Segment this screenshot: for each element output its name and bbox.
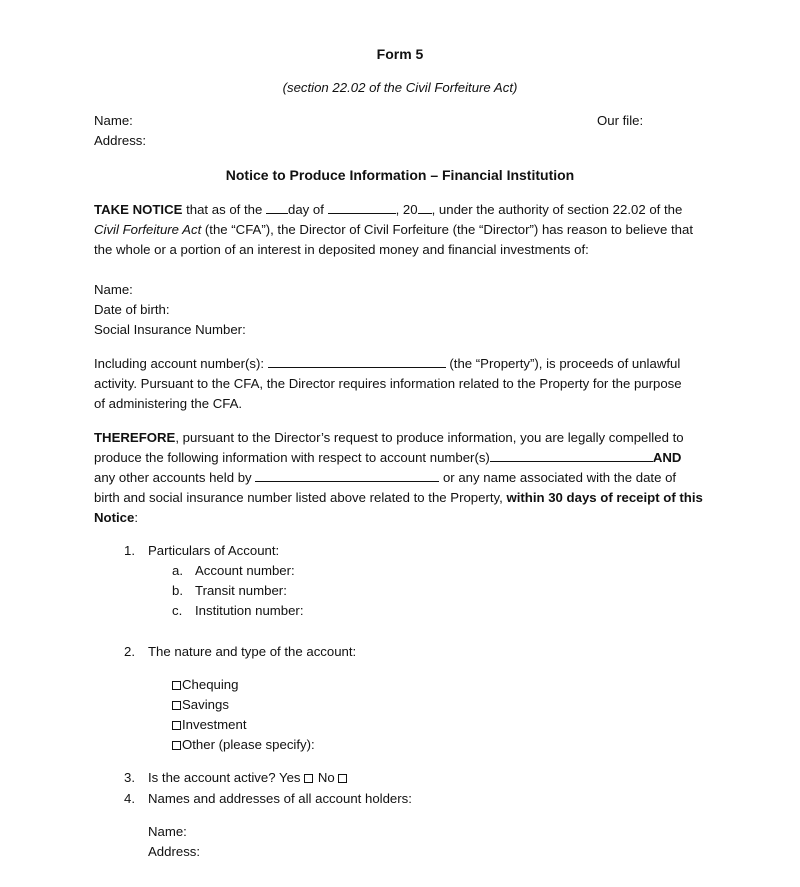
account-numbers-blank (490, 448, 653, 462)
therefore-text: or any name associated with the date of (439, 470, 677, 485)
therefore-text: produce the following information with respect to account number(s) (94, 450, 490, 465)
item-4-label: Names and addresses of all account holders: (148, 791, 412, 806)
take-notice-text: the whole or a portion of an interest in deposited money and financial investments of: (94, 242, 589, 257)
take-notice-text: (the “CFA”), the Director of Civil Forfeiture (the “Director”) has reason to believe that (201, 222, 694, 237)
accounts-held-by-blank (255, 468, 439, 482)
account-number-label: Account number: (195, 563, 295, 578)
account-active-question: Is the account active? Yes (148, 770, 305, 785)
option-savings[interactable] (172, 695, 229, 715)
therefore-text: birth and social insurance number listed above related to the Property, (94, 490, 507, 505)
month-blank (328, 200, 396, 214)
item-2-number: 2. (124, 644, 135, 659)
no-checkbox[interactable] (338, 774, 347, 783)
therefore-paragraph (94, 428, 714, 528)
savings-checkbox[interactable] (172, 701, 181, 710)
therefore-lead: THEREFORE (94, 430, 176, 445)
recipient-name-label: Name: (94, 113, 133, 128)
our-file-label: Our file: (597, 113, 644, 128)
year-blank (418, 200, 432, 214)
therefore-text: any other accounts held by (94, 470, 256, 485)
holder-address-label: Address: (148, 844, 201, 859)
savings-label: Savings (182, 697, 229, 712)
deadline-text: Notice (94, 510, 135, 525)
recipient-address-label: Address: (94, 133, 147, 148)
and-keyword: AND (652, 450, 682, 465)
act-name: Civil Forfeiture Act (94, 222, 202, 237)
item-4-number: 4. (124, 791, 135, 806)
item-3-number: 3. (124, 770, 135, 785)
item-1c-letter: c. (172, 603, 183, 618)
option-chequing[interactable] (172, 675, 238, 695)
chequing-label: Chequing (182, 677, 239, 692)
other-checkbox[interactable] (172, 741, 181, 750)
other-label: Other (please specify): (182, 737, 315, 752)
including-text: (the “Property”), is proceeds of unlawful (445, 356, 681, 371)
take-notice-text: , 20 (395, 202, 418, 217)
item-1-label: Particulars of Account: (148, 543, 280, 558)
item-2-label: The nature and type of the account: (148, 644, 357, 659)
institution-number-label: Institution number: (195, 603, 304, 618)
including-text: activity. Pursuant to the CFA, the Director requires information related to the Property for the purpose (94, 376, 682, 391)
take-notice-text: that as of the (182, 202, 266, 217)
form-title: Form 5 (376, 46, 424, 62)
transit-number-label: Transit number: (195, 583, 287, 598)
take-notice-paragraph (94, 200, 714, 260)
including-paragraph (94, 354, 714, 414)
deadline-text: within 30 days of receipt of this (506, 490, 703, 505)
holder-name-label: Name: (148, 824, 187, 839)
form-subtitle: (section 22.02 of the Civil Forfeiture Act) (282, 80, 518, 95)
subject-dob-label: Date of birth: (94, 302, 170, 317)
option-other[interactable] (172, 735, 315, 755)
therefore-text: : (134, 510, 138, 525)
no-label: No (314, 770, 339, 785)
item-1b-letter: b. (172, 583, 183, 598)
investment-label: Investment (182, 717, 247, 732)
day-blank (266, 200, 288, 214)
including-text: Including account number(s): (94, 356, 268, 371)
subject-name-label: Name: (94, 282, 133, 297)
notice-title: Notice to Produce Information – Financial Institution (225, 167, 575, 183)
therefore-text: , pursuant to the Director’s request to produce information, you are legally compelled to (175, 430, 684, 445)
including-text: of administering the CFA. (94, 396, 243, 411)
take-notice-text: , under the authority of section 22.02 of the (431, 202, 683, 217)
item-3-row (148, 768, 348, 788)
option-investment[interactable] (172, 715, 247, 735)
chequing-checkbox[interactable] (172, 681, 181, 690)
item-1a-letter: a. (172, 563, 183, 578)
item-1-number: 1. (124, 543, 135, 558)
take-notice-text: day of (287, 202, 328, 217)
yes-checkbox[interactable] (304, 774, 313, 783)
take-notice-lead: TAKE NOTICE (94, 202, 183, 217)
investment-checkbox[interactable] (172, 721, 181, 730)
subject-sin-label: Social Insurance Number: (94, 322, 246, 337)
account-number-blank (268, 354, 446, 368)
